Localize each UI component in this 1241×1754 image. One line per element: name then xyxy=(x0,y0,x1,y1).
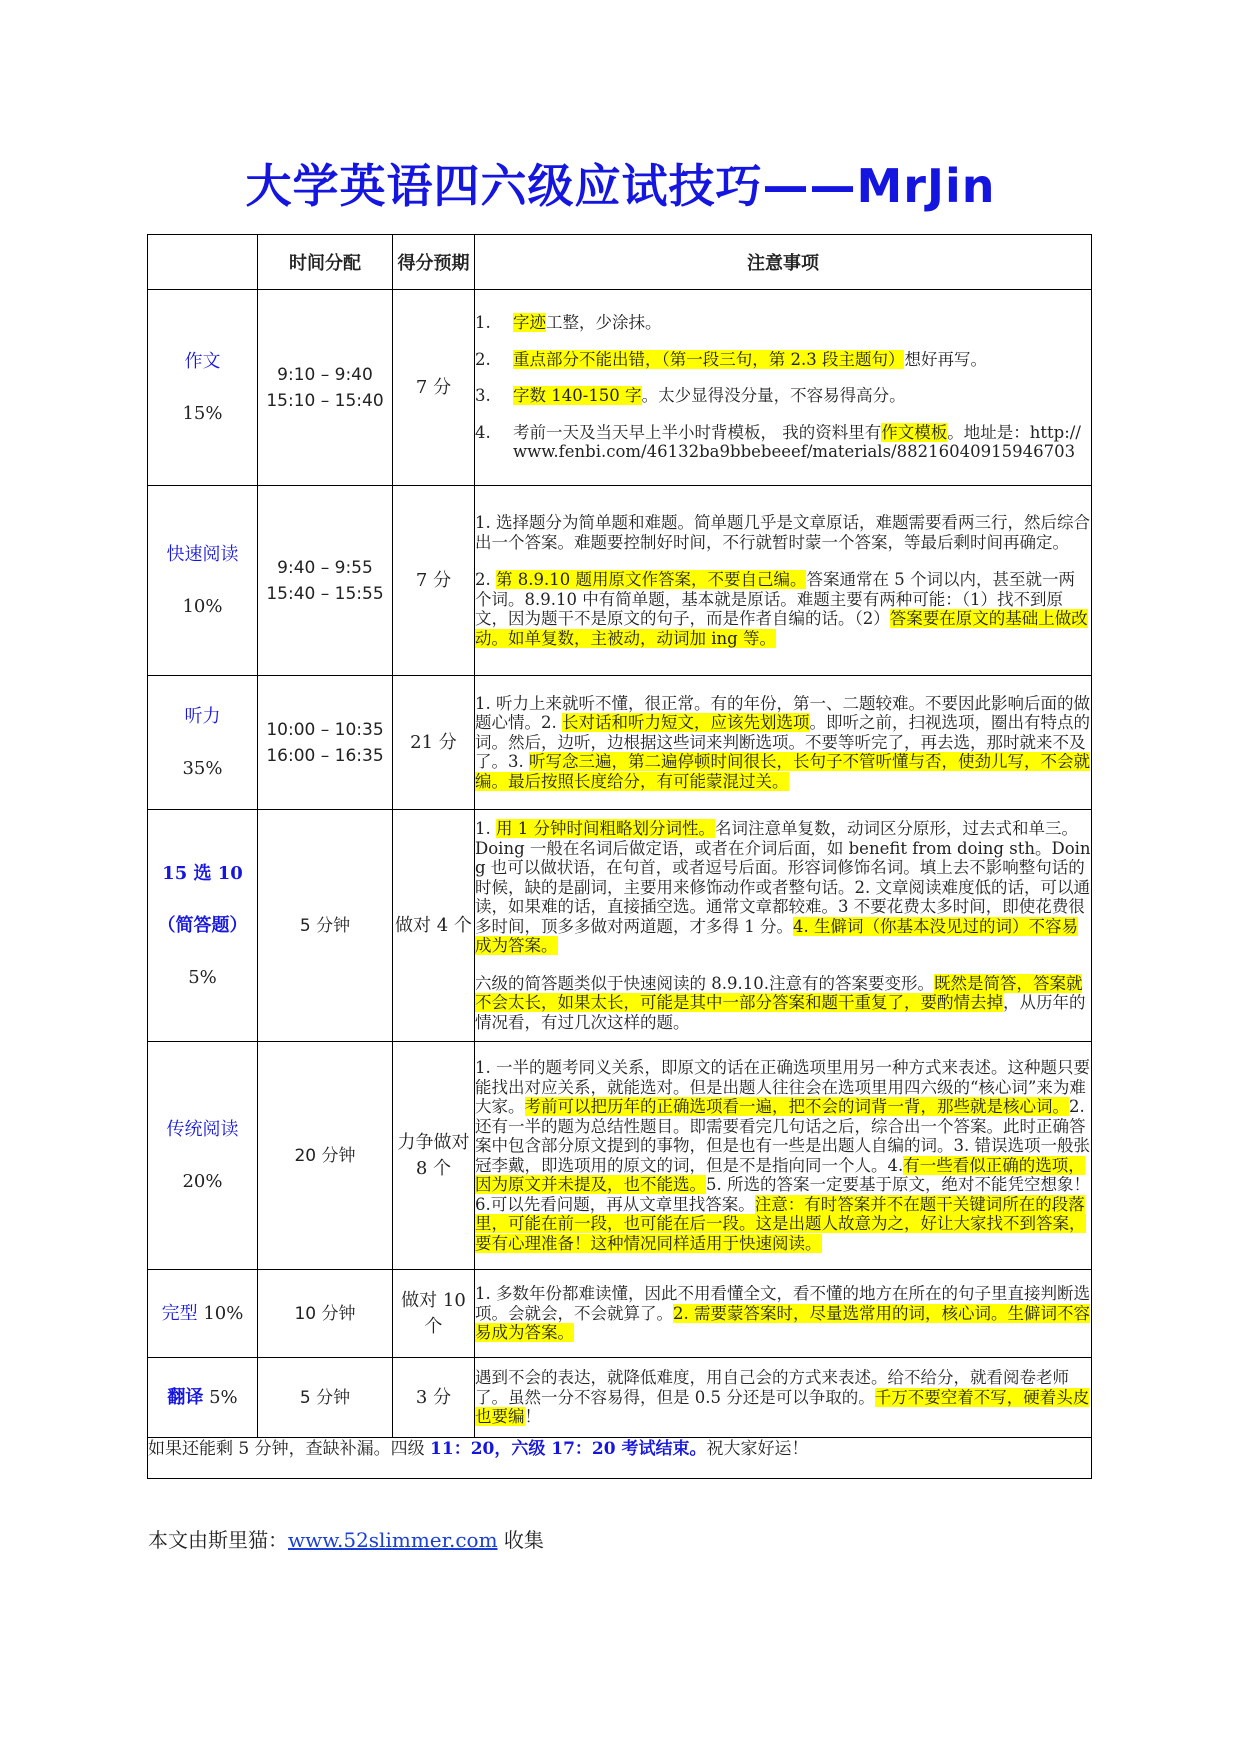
highlighted-text: 听写念三遍，第二遍停顿时间很长，长句子不管听懂与否，使劲儿写，不会就编。最后按照长度给分，有可能蒙混过关。 xyxy=(475,752,1090,791)
header-score: 得分预期 xyxy=(393,235,475,290)
score-value: 7 分 xyxy=(415,569,452,591)
table-row xyxy=(148,486,1092,676)
highlighted-text: 长对话和听力短文，应该先划选项 xyxy=(562,713,810,733)
section-percent: 35% xyxy=(182,757,223,779)
highlighted-text: 4. 生僻词（你基本没见过的词）不容易成为答案。 xyxy=(475,916,1078,955)
section-name: 15 选 10 xyxy=(162,862,243,884)
section-cell xyxy=(148,486,258,676)
footer-row xyxy=(148,1438,1092,1479)
note-paragraph xyxy=(475,423,1091,462)
section-cell xyxy=(148,1270,258,1358)
highlighted-text: 重点部分不能出错，（第一段三句，第 2.3 段主题句） xyxy=(513,349,905,369)
note-paragraph xyxy=(475,819,1091,956)
time-value: 9:10 – 9:40 xyxy=(277,364,373,385)
section-name: 快速阅读 xyxy=(166,543,239,565)
section-percent: 10% xyxy=(203,1302,244,1324)
note-text: 1. 多数年份都难读懂，因此不用看懂全文，看不懂的地方在所在的句子里直接判断选项。会就会，不会就算了。 xyxy=(475,1284,1090,1323)
note-text: 名词注意单复数，动词区分原形，过去式和单三。Doing 一般在名词后做定语，或者在介词后面，如 benefit from doing sth。Doing 也可以做状语，在句首，或者逗号后面。形容词修饰名词。填上去不影响整句话的时候，缺的是副词，主要用来修饰动作或者整句话。2. 文章阅读难度低的话，可以通读，如果难的话，直接插空选。通常文章都较难。3 不要花费太多时间，即使花费很多时间，顶多多做对两道题，才多得 1 分。 xyxy=(475,819,1091,936)
note-text: 1. 一半的题考同义关系，即原文的话在正确选项里用另一种方式来表述。这种题只要能找出对应关系，就能选对。但是出题人往往会在选项里用四六级的“核心词”来为难大家。 xyxy=(475,1058,1090,1116)
note-text: 1. xyxy=(475,819,496,838)
note-text: 。地址是：http://www.fenbi.com/46132ba9bbebeeef/materials/88216040915946703 xyxy=(513,422,1081,462)
score-cell xyxy=(393,1358,475,1438)
section-name: 传统阅读 xyxy=(166,1118,239,1140)
time-cell xyxy=(258,1358,393,1438)
note-number: 4. xyxy=(475,422,491,442)
time-value: 5 分钟 xyxy=(299,1387,351,1408)
section-name: 完型 xyxy=(161,1302,198,1324)
score-cell xyxy=(393,676,475,810)
time-cell xyxy=(258,1042,393,1270)
score-cell xyxy=(393,810,475,1042)
table-row xyxy=(148,1270,1092,1358)
score-value: 7 分 xyxy=(415,376,452,398)
notes-cell xyxy=(475,1270,1092,1358)
highlighted-text: 用 1 分钟时间粗略划分词性。 xyxy=(496,819,715,838)
note-number: 2. xyxy=(475,349,491,369)
section-cell xyxy=(148,290,258,486)
section-subname: （简答题） xyxy=(157,914,248,936)
score-value: 3 分 xyxy=(415,1386,452,1408)
footer-note: 如果还能剩 5 分钟，查缺补漏。四级 11：20，六级 17：20 考试结束。祝大家好运！ xyxy=(148,1438,1092,1479)
note-text: ！ xyxy=(524,1407,541,1427)
header-notes: 注意事项 xyxy=(475,235,1092,290)
section-percent: 5% xyxy=(188,966,217,988)
highlighted-text: 字数 140-150 字 xyxy=(513,386,642,406)
time-cell xyxy=(258,810,393,1042)
section-name: 翻译 xyxy=(167,1386,204,1408)
note-text: 答案通常在 5 个词以内，甚至就一两个词。8.9.10 中有简单题，基本就是原话。难题主要有两种可能：（1）找不到原文，因为题干不是原文的句子，而是作者自编的话。（2） xyxy=(475,570,1075,628)
note-text: 。太少显得没分量，不容易得高分。 xyxy=(641,386,906,406)
section-cell xyxy=(148,676,258,810)
score-cell xyxy=(393,290,475,486)
time-value: 5 分钟 xyxy=(299,915,351,936)
table-row xyxy=(148,1042,1092,1270)
note-number: 3. xyxy=(475,386,491,406)
table-header-row xyxy=(148,235,1092,290)
note-number: 1. xyxy=(475,313,491,333)
highlighted-text: 作文模板 xyxy=(881,422,948,442)
time-value: 16:00 – 16:35 xyxy=(266,745,384,766)
note-text: 1. 听力上来就听不懂，很正常。有的年份，第一、二题较难。不要因此影响后面的做题心情。2. xyxy=(475,693,1090,733)
note-paragraph xyxy=(475,386,1091,406)
section-percent: 10% xyxy=(182,595,223,617)
section-percent: 20% xyxy=(182,1170,223,1192)
notes-cell xyxy=(475,810,1092,1042)
note-text: 2. xyxy=(475,570,496,589)
time-cell xyxy=(258,486,393,676)
note-paragraph xyxy=(475,513,1091,552)
section-percent: 5% xyxy=(209,1386,238,1408)
score-value: 做对 10 个 xyxy=(401,1289,466,1337)
time-value: 20 分钟 xyxy=(294,1145,356,1166)
table-row xyxy=(148,810,1092,1042)
note-text: 。即听之前，扫视选项，圈出有特点的词。然后，边听，边根据这些词来判断选项。不要等听完了，再去选，那时就来不及了。3. xyxy=(475,713,1090,772)
table-row xyxy=(148,676,1092,810)
note-text: 工整，少涂抹。 xyxy=(546,313,662,333)
section-cell xyxy=(148,1042,258,1270)
page-title: 大学英语四六级应试技巧——MrJin xyxy=(245,159,996,213)
highlighted-text: 注意：有时答案并不在题干关键词所在的段落里，可能在前一段，也可能在后一段。这是出题人故意为之，好让大家找不到答案，要有心理准备！这种情况同样适用于快速阅读。 xyxy=(475,1194,1086,1253)
note-paragraph xyxy=(475,1058,1091,1253)
highlighted-text: 有一些看似正确的选项，因为原文并未提及，也不能选。 xyxy=(475,1155,1085,1194)
highlighted-text: 第 8.9.10 题用原文作答案，不要自己编。 xyxy=(496,570,807,589)
highlighted-text: 考前可以把历年的正确选项看一遍，把不会的词背一背，那些就是核心词。 xyxy=(524,1097,1069,1116)
notes-cell xyxy=(475,1358,1092,1438)
time-value: 10:00 – 10:35 xyxy=(266,719,384,740)
time-cell xyxy=(258,676,393,810)
note-paragraph xyxy=(475,974,1091,1033)
highlighted-text: 2. 需要蒙答案时，尽量选常用的词，核心词。生僻词不容易成为答案。 xyxy=(475,1303,1090,1343)
score-cell xyxy=(393,1270,475,1358)
source-link[interactable]: www.52slimmer.com xyxy=(288,1528,498,1552)
notes-cell xyxy=(475,290,1092,486)
table-row xyxy=(148,1358,1092,1438)
score-value: 21 分 xyxy=(410,731,457,753)
note-paragraph xyxy=(475,1284,1091,1343)
note-text: 考前一天及当天早上半小时背模板， 我的资料里有 xyxy=(513,422,882,442)
highlighted-text: 字迹 xyxy=(513,313,546,333)
notes-cell xyxy=(475,486,1092,676)
note-text: ，从历年的情况看，有过几次这样的题。 xyxy=(475,993,1086,1032)
score-value: 做对 4 个 xyxy=(395,914,472,936)
tips-table xyxy=(147,234,1092,1479)
section-cell xyxy=(148,1358,258,1438)
time-cell xyxy=(258,290,393,486)
note-text: 六级的简答题类似于快速阅读的 8.9.10.注意有的答案要变形。 xyxy=(475,973,934,993)
note-paragraph xyxy=(475,694,1091,792)
table-row xyxy=(148,290,1092,486)
note-text: 遇到不会的表达，就降低难度，用自己会的方式来表述。给不给分，就看阅卷老师了。虽然一分不容易得，但是 0.5 分还是可以争取的。 xyxy=(475,1368,1069,1407)
note-paragraph xyxy=(475,350,1091,370)
header-section xyxy=(148,235,258,290)
source-line: 本文由斯里猫：www.52slimmer.com 收集 xyxy=(148,1528,544,1552)
note-text: 5. 所选的答案一定要基于原文，绝对不能凭空想象！6.可以先看问题，再从文章里找答案。 xyxy=(475,1175,1090,1214)
section-name: 听力 xyxy=(184,705,221,727)
score-cell xyxy=(393,486,475,676)
note-text: 2. 还有一半的题为总结性题目。即需要看完几句话之后，综合出一个答案。此时正确答案中包含部分原文提到的事物，但是也有一些是出题人自编的词。3. 错误选项一般张冠李戴，即选项用的原文的词，但是不是指向同一个人。4. xyxy=(475,1097,1090,1175)
time-cell xyxy=(258,1270,393,1358)
highlighted-text: 既然是简答，答案就不会太长，如果太长，可能是其中一部分答案和题干重复了，要酌情去掉 xyxy=(475,973,1083,1012)
notes-cell xyxy=(475,676,1092,810)
time-value: 15:10 – 15:40 xyxy=(266,390,384,411)
section-name: 作文 xyxy=(184,350,221,372)
note-text: 想好再写。 xyxy=(904,349,987,369)
section-percent: 15% xyxy=(182,402,223,424)
time-value: 15:40 – 15:55 xyxy=(266,583,384,604)
highlighted-text: 答案要在原文的基础上做改动。如单复数，主被动，动词加 ing 等。 xyxy=(475,609,1088,648)
header-time: 时间分配 xyxy=(258,235,393,290)
time-value: 10 分钟 xyxy=(294,1303,356,1324)
time-value: 9:40 – 9:55 xyxy=(277,557,373,578)
note-paragraph xyxy=(475,1368,1091,1427)
score-cell xyxy=(393,1042,475,1270)
score-value: 力争做对 8 个 xyxy=(397,1131,470,1179)
note-text: 1. 选择题分为简单题和难题。简单题几乎是文章原话，难题需要看两三行，然后综合出一个答案。难题要控制好时间，不行就暂时蒙一个答案，等最后剩时间再确定。 xyxy=(475,513,1090,552)
note-paragraph xyxy=(475,313,1091,333)
note-paragraph xyxy=(475,570,1091,648)
section-cell xyxy=(148,810,258,1042)
highlighted-text: 千万不要空着不写，硬着头皮也要编 xyxy=(475,1387,1090,1427)
notes-cell xyxy=(475,1042,1092,1270)
